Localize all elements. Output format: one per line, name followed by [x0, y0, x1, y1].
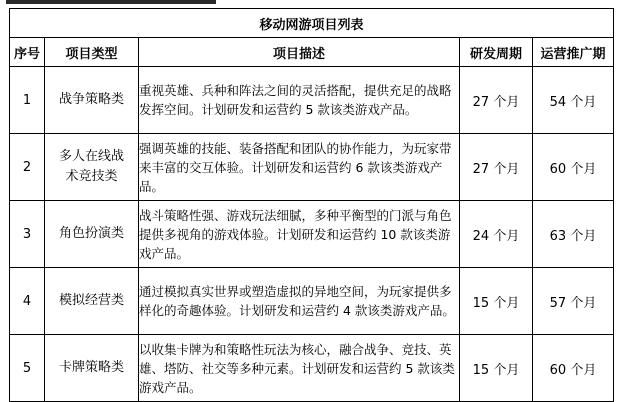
dev-period: 27 个月: [460, 67, 533, 134]
header-ops-period: 运营推广期: [533, 38, 614, 67]
ops-period: 57 个月: [533, 268, 614, 335]
table-row: [10, 335, 614, 402]
row-number: 1: [10, 67, 45, 134]
project-description: 强调英雄的技能、装备搭配和团队的协作能力，为玩家带来丰富的交互体验。计划研发和运营约 6 款该类游戏产品。: [139, 134, 460, 201]
table-row: [10, 134, 614, 201]
project-type: 卡牌策略类: [45, 335, 139, 402]
project-description: 以收集卡牌为和策略性玩法为核心，融合战争、竞技、英雄、塔防、社交等多种元素。计划研发和运营约 5 款该类游戏产品。: [139, 335, 460, 402]
dev-period: 27 个月: [460, 134, 533, 201]
dev-period: 15 个月: [460, 268, 533, 335]
project-type: 多人在线战术竞技类: [45, 134, 139, 201]
header-description: 项目描述: [139, 38, 460, 67]
ops-period: 60 个月: [533, 134, 614, 201]
header-dev-period: 研发周期: [460, 38, 533, 67]
table-caption-row: [10, 9, 614, 38]
ops-period: 54 个月: [533, 67, 614, 134]
dev-period: 15 个月: [460, 335, 533, 402]
header-row: [10, 38, 614, 67]
project-description: 重视英雄、兵种和阵法之间的灵活搭配，提供充足的战略发挥空间。计划研发和运营约 5 款该类游戏产品。: [139, 67, 460, 134]
project-description: 战斗策略性强、游戏玩法细腻，多种平衡型的门派与角色提供多视角的游戏体验。计划研发和运营约 10 款该类游戏产品。: [139, 201, 460, 268]
project-type: 角色扮演类: [45, 201, 139, 268]
clipped-text-line: [6, 0, 216, 4]
project-table: [9, 8, 614, 402]
project-type: 战争策略类: [45, 67, 139, 134]
table-row: [10, 67, 614, 134]
table-row: [10, 268, 614, 335]
ops-period: 60 个月: [533, 335, 614, 402]
table-title: 移动网游项目列表: [10, 9, 614, 38]
row-number: 3: [10, 201, 45, 268]
row-number: 4: [10, 268, 45, 335]
table-row: [10, 201, 614, 268]
row-number: 5: [10, 335, 45, 402]
header-no: 序号: [10, 38, 45, 67]
row-number: 2: [10, 134, 45, 201]
project-description: 通过模拟真实世界或塑造虚拟的异地空间，为玩家提供多样化的奇趣体验。计划研发和运营约 4 款该类游戏产品。: [139, 268, 460, 335]
ops-period: 63 个月: [533, 201, 614, 268]
project-type: 模拟经营类: [45, 268, 139, 335]
header-type: 项目类型: [45, 38, 139, 67]
dev-period: 24 个月: [460, 201, 533, 268]
